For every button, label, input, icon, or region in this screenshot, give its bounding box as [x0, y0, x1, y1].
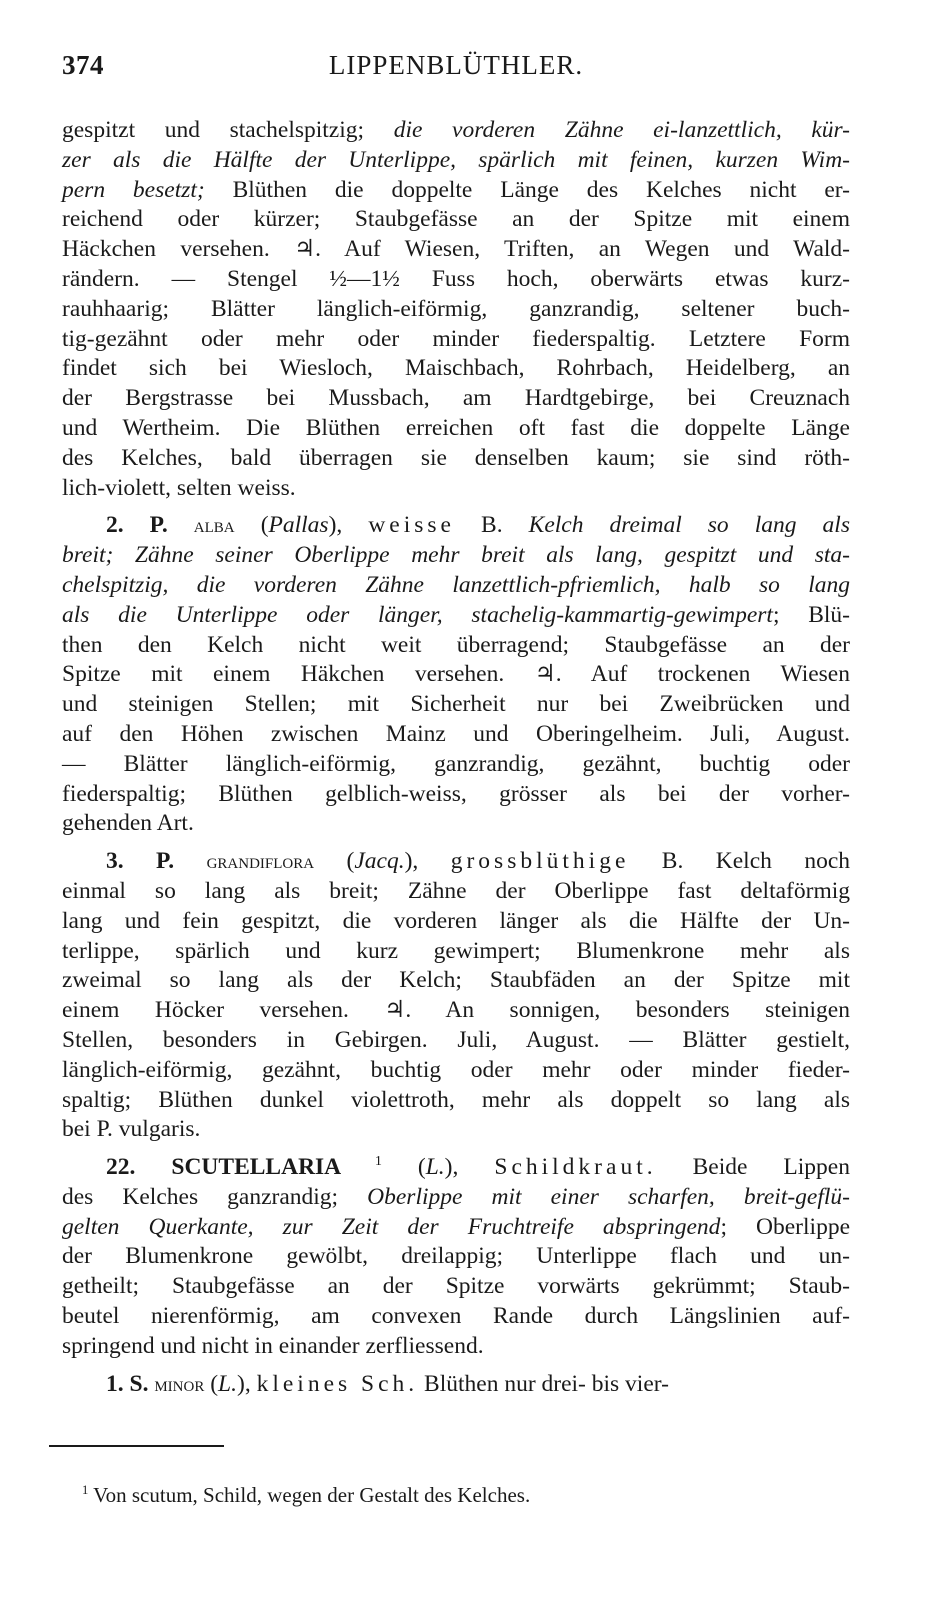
text-segment: 3. P.: [106, 848, 207, 875]
text-segment: auf den Höhen zwischen Mainz und Oberingelheim. Juli, August.: [62, 720, 850, 747]
text-segment: Blüthen nur drei- bis vier-: [418, 1370, 669, 1397]
text-segment: die vorderen Zähne ei-lanzettlich, kür-: [393, 117, 851, 143]
text-line: [62, 631, 850, 661]
text-line: [62, 146, 850, 176]
text-segment: L.: [425, 1154, 445, 1181]
text-segment: als die Unterlippe oder länger, stachelig-kammartig-gewimpert: [62, 601, 773, 628]
text-line: [62, 295, 850, 325]
text-segment: der Blumenkrone gewölbt, dreilappig; Unterlippe flach und un-: [62, 1243, 850, 1270]
text-line: [62, 847, 850, 877]
text-line: [62, 414, 850, 444]
text-segment: 22. SCUTELLARIA: [106, 1154, 342, 1181]
text-segment: ),: [404, 848, 451, 875]
text-segment: ; Blü-: [772, 601, 850, 628]
footnote: [82, 1483, 530, 1508]
text-segment: grandiflora: [206, 849, 315, 874]
page-header: [62, 50, 850, 90]
text-segment: B.: [454, 512, 529, 539]
text-segment: ; Oberlippe: [720, 1213, 850, 1240]
text-segment: des Kelches ganzrandig;: [62, 1183, 368, 1210]
text-segment: ),: [444, 1154, 495, 1181]
text-line: [62, 511, 850, 541]
text-segment: Stellen, besonders in Gebirgen. Juli, August. — Blätter gestielt,: [62, 1026, 850, 1053]
page-number: 374: [62, 50, 104, 80]
text-line: [62, 1242, 850, 1272]
text-line: [62, 1026, 850, 1056]
text-segment: B. Kelch noch: [629, 848, 851, 875]
text-line: [62, 720, 850, 750]
text-segment: L.: [218, 1370, 237, 1397]
text-line: [62, 1115, 850, 1145]
running-head: LIPPENBLÜTHLER.: [328, 50, 584, 80]
paragraph: [62, 847, 850, 1145]
text-segment: zweimal so lang als der Kelch; Staubfäden an der Spitze mit: [62, 967, 850, 994]
text-segment: springend und nicht in einander zerfliessend.: [62, 1332, 484, 1359]
text-line: [62, 1056, 850, 1086]
text-line: [62, 354, 850, 384]
text-segment: Blüthen die doppelte Länge des Kelches nicht er-: [204, 176, 850, 203]
text-line: [62, 541, 850, 571]
text-segment: reichend oder kürzer; Staubgefässe an der Spitze mit einem: [62, 206, 850, 233]
text-segment: findet sich bei Wiesloch, Maischbach, Rohrbach, Heidelberg, an: [62, 355, 850, 382]
text-line: [62, 176, 850, 206]
text-segment: weisse: [368, 512, 455, 539]
text-segment: (: [381, 1154, 426, 1181]
text-line: [62, 996, 850, 1026]
text-line: [62, 384, 850, 414]
text-line: [62, 1086, 850, 1116]
text-segment: 2. P.: [106, 512, 194, 539]
text-segment: beutel nierenförmig, am convexen Rande durch Längslinien auf-: [62, 1303, 850, 1330]
text-segment: Häckchen versehen. ♃. Auf Wiesen, Triften, an Wegen und Wald-: [62, 236, 850, 263]
text-segment: des Kelches, bald überragen sie denselben kaum; sie sind röth-: [62, 444, 850, 471]
text-segment: rauhhaarig; Blätter länglich-eiförmig, ganzrandig, seltener buch-: [62, 295, 850, 322]
text-segment: lich-violett, selten weiss.: [62, 474, 296, 501]
text-line: [62, 690, 850, 720]
text-line: [62, 1272, 850, 1302]
text-line: [62, 750, 850, 780]
text-segment: breit; Zähne seiner Oberlippe mehr breit als lang, gespitzt und sta-: [62, 542, 850, 569]
text-line: [62, 1332, 850, 1362]
text-segment: kleines Sch.: [256, 1370, 419, 1397]
text-segment: lang und fein gespitzt, die vorderen länger als die Hälfte der Un-: [62, 907, 850, 934]
text-line: [62, 571, 850, 601]
text-segment: ),: [328, 512, 369, 539]
text-segment: alba: [193, 513, 235, 538]
text-line: [62, 1370, 850, 1400]
text-segment: der Bergstrasse bei Mussbach, am Hardtgebirge, bei Creuznach: [62, 385, 850, 412]
text-segment: fiederspaltig; Blüthen gelblich-weiss, grösser als bei der vorher-: [62, 780, 850, 807]
text-segment: und steinigen Stellen; mit Sicherheit nur bei Zweibrücken und: [62, 691, 850, 718]
text-segment: pern besetzt;: [62, 176, 205, 203]
text-line: [62, 1213, 850, 1243]
footnote-reference: 1: [341, 1153, 382, 1170]
text-line: [62, 1302, 850, 1332]
body-text: [62, 116, 850, 1399]
text-line: [62, 235, 850, 265]
text-segment: Kelch dreimal so lang als: [528, 512, 850, 539]
text-segment: gespitzt und stachelspitzig;: [62, 117, 394, 143]
text-segment: Oberlippe mit einer scharfen, breit-geflü-: [367, 1183, 850, 1210]
text-segment: getheilt; Staubgefässe an der Spitze vorwärts gekrümmt; Staub-: [62, 1273, 850, 1300]
text-segment: länglich-eiförmig, gezähnt, buchtig oder mehr oder minder fieder-: [62, 1056, 850, 1083]
text-line: [62, 877, 850, 907]
text-segment: (: [204, 1370, 219, 1397]
text-segment: (: [314, 848, 355, 875]
text-segment: ),: [237, 1370, 257, 1397]
text-line: [62, 116, 850, 146]
paragraph: [62, 116, 850, 503]
text-segment: gehenden Art.: [62, 810, 194, 837]
text-segment: tig-gezähnt oder mehr oder minder fiederspaltig. Letztere Form: [62, 325, 850, 352]
text-line: [62, 937, 850, 967]
text-segment: minor: [154, 1371, 205, 1396]
text-segment: Schildkraut.: [494, 1154, 657, 1181]
text-line: [62, 1153, 850, 1183]
paragraph: [62, 1370, 850, 1400]
text-segment: zer als die Hälfte der Unterlippe, spärlich mit feinen, kurzen Wim-: [62, 146, 850, 173]
text-line: [62, 1183, 850, 1213]
text-line: [62, 601, 850, 631]
text-segment: gelten Querkante, zur Zeit der Fruchtreife abspringend: [62, 1213, 721, 1240]
text-line: [62, 444, 850, 474]
text-segment: chelspitzig, die vorderen Zähne lanzettlich-pfriemlich, halb so lang: [62, 571, 850, 598]
text-segment: rändern. — Stengel ½—1½ Fuss hoch, oberwärts etwas kurz-: [62, 265, 850, 292]
text-line: [62, 966, 850, 996]
text-segment: bei P. vulgaris.: [62, 1116, 201, 1143]
text-segment: Spitze mit einem Häkchen versehen. ♃. Auf trockenen Wiesen: [62, 661, 850, 688]
text-segment: 1. S.: [106, 1370, 155, 1397]
text-segment: einmal so lang als breit; Zähne der Oberlippe fast deltaförmig: [62, 877, 850, 904]
text-segment: terlippe, spärlich und kurz gewimpert; Blumenkrone mehr als: [62, 937, 850, 964]
text-segment: Pallas: [268, 512, 329, 539]
text-line: [62, 265, 850, 295]
paragraph: [62, 511, 850, 839]
footnote-marker: 1: [82, 1483, 89, 1497]
text-segment: spaltig; Blüthen dunkel violettroth, mehr als doppelt so lang als: [62, 1086, 850, 1113]
text-line: [62, 325, 850, 355]
text-segment: — Blätter länglich-eiförmig, ganzrandig, gezähnt, buchtig oder: [62, 750, 850, 777]
text-line: [62, 205, 850, 235]
text-line: [62, 474, 850, 504]
footnote-text: Von scutum, Schild, wegen der Gestalt des Kelches.: [93, 1483, 531, 1507]
text-segment: (: [234, 512, 269, 539]
text-line: [62, 809, 850, 839]
text-segment: Beide Lippen: [656, 1154, 850, 1181]
text-line: [62, 907, 850, 937]
text-segment: Jacq.: [354, 848, 405, 875]
paragraph: [62, 1153, 850, 1362]
footnote-rule: [49, 1445, 224, 1447]
text-segment: grossblüthige: [450, 848, 630, 875]
text-line: [62, 780, 850, 810]
text-segment: einem Höcker versehen. ♃. An sonnigen, besonders steinigen: [62, 997, 850, 1024]
text-line: [62, 660, 850, 690]
text-segment: und Wertheim. Die Blüthen erreichen oft fast die doppelte Länge: [62, 414, 850, 441]
text-segment: then den Kelch nicht weit überragend; Staubgefässe an der: [62, 631, 850, 658]
